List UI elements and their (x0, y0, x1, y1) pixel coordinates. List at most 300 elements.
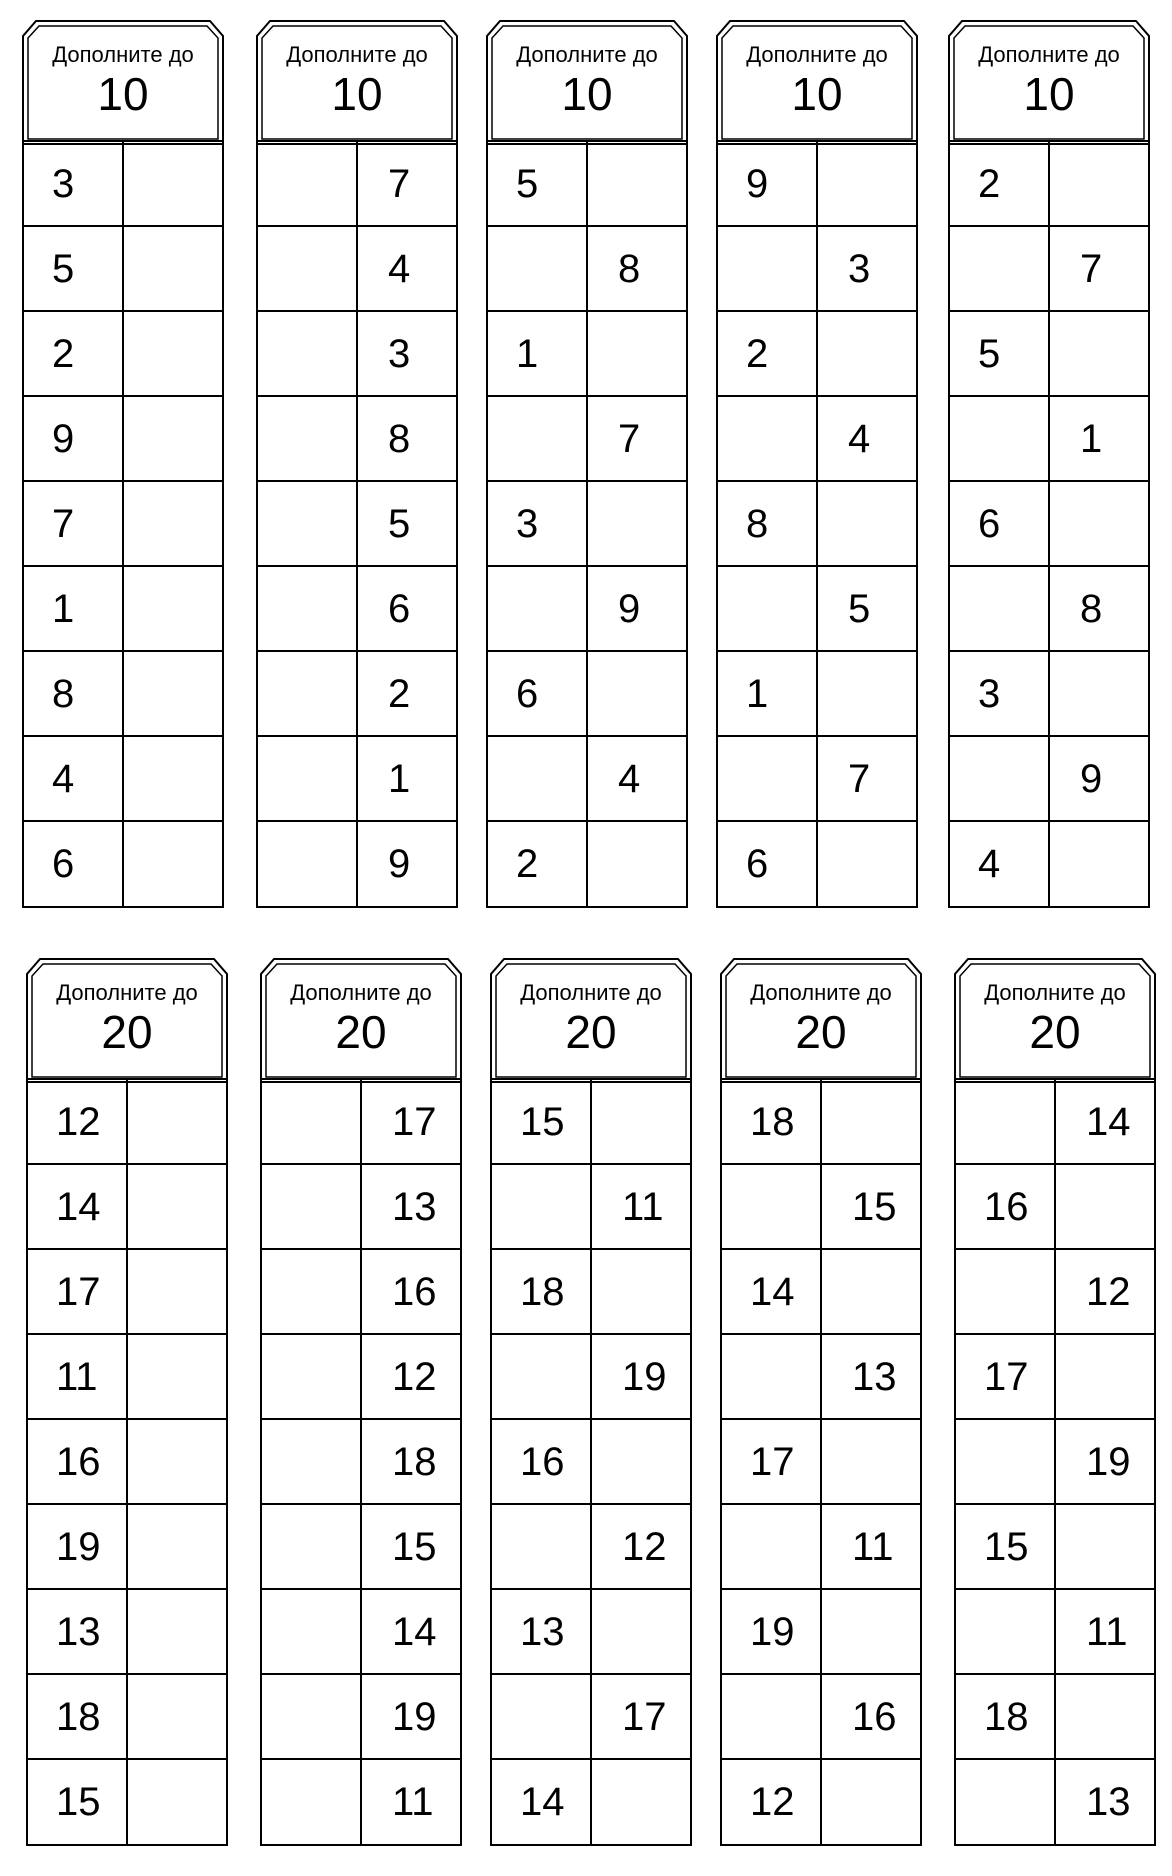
answer-cell[interactable] (262, 1250, 362, 1333)
grid-row (492, 1250, 690, 1335)
answer-cell[interactable] (488, 397, 588, 480)
card-target-number: 10 (1023, 68, 1075, 120)
answer-cell[interactable] (128, 1505, 226, 1588)
answer-cell[interactable] (124, 567, 222, 650)
given-number-cell (492, 1420, 592, 1503)
grid-row (950, 822, 1148, 906)
answer-cell[interactable] (722, 1335, 822, 1418)
given-number-cell (956, 1505, 1056, 1588)
cell-number: 2 (516, 842, 539, 886)
answer-cell[interactable] (492, 1675, 592, 1758)
cell-number: 15 (852, 1185, 897, 1229)
answer-cell[interactable] (818, 482, 916, 565)
given-number-cell (818, 227, 916, 310)
answer-cell[interactable] (818, 312, 916, 395)
answer-cell[interactable] (128, 1760, 226, 1844)
cell-number: 1 (516, 332, 539, 376)
grid-row (722, 1675, 920, 1760)
cell-number: 1 (1080, 417, 1103, 461)
answer-cell[interactable] (956, 1590, 1056, 1673)
given-number-cell (592, 1335, 690, 1418)
cell-number: 5 (516, 162, 539, 206)
cell-number: 12 (392, 1355, 437, 1399)
grid-row (262, 1505, 460, 1590)
answer-cell[interactable] (718, 737, 818, 820)
cell-number: 6 (746, 842, 769, 886)
given-number-cell (722, 1590, 822, 1673)
answer-cell[interactable] (492, 1165, 592, 1248)
grid-row (28, 1080, 226, 1165)
grid-row (492, 1505, 690, 1590)
grid-row (956, 1335, 1154, 1420)
grid-row (262, 1420, 460, 1505)
grid-row (488, 227, 686, 312)
answer-cell[interactable] (722, 1675, 822, 1758)
cell-number: 13 (1086, 1780, 1131, 1824)
answer-cell[interactable] (1056, 1505, 1154, 1588)
answer-cell[interactable] (818, 142, 916, 225)
card-target-number: 20 (565, 1006, 617, 1058)
given-number-cell (488, 142, 588, 225)
grid-row (956, 1505, 1154, 1590)
grid-row (718, 312, 916, 397)
card-title: Дополните до (290, 980, 432, 1005)
grid-row (24, 652, 222, 737)
answer-grid (954, 1078, 1156, 1846)
answer-cell[interactable] (822, 1590, 920, 1673)
grid-row (488, 652, 686, 737)
grid-row (950, 737, 1148, 822)
cell-number: 14 (392, 1610, 437, 1654)
cell-number: 4 (848, 417, 871, 461)
complement-card (716, 20, 918, 886)
given-number-cell (1050, 227, 1148, 310)
card-target-number: 20 (335, 1006, 387, 1058)
answer-cell[interactable] (258, 822, 358, 906)
answer-cell[interactable] (588, 652, 686, 735)
answer-cell[interactable] (258, 567, 358, 650)
answer-cell[interactable] (124, 397, 222, 480)
answer-cell[interactable] (592, 1590, 690, 1673)
answer-cell[interactable] (258, 397, 358, 480)
grid-row (262, 1335, 460, 1420)
answer-cell[interactable] (258, 482, 358, 565)
given-number-cell (718, 822, 818, 906)
given-number-cell (28, 1165, 128, 1248)
answer-cell[interactable] (128, 1675, 226, 1758)
card-header-tag (954, 958, 1156, 1084)
given-number-cell (718, 482, 818, 565)
complement-card (26, 958, 228, 1824)
grid-row (488, 822, 686, 906)
cell-number: 2 (52, 332, 75, 376)
given-number-cell (24, 567, 124, 650)
grid-row (722, 1165, 920, 1250)
answer-cell[interactable] (492, 1505, 592, 1588)
cell-number: 8 (618, 247, 641, 291)
answer-cell[interactable] (262, 1675, 362, 1758)
grid-row (262, 1080, 460, 1165)
answer-cell[interactable] (124, 482, 222, 565)
grid-row (28, 1760, 226, 1844)
grid-row (956, 1760, 1154, 1844)
grid-row (24, 482, 222, 567)
given-number-cell (950, 482, 1050, 565)
answer-cell[interactable] (822, 1250, 920, 1333)
answer-cell[interactable] (592, 1420, 690, 1503)
cell-number: 17 (984, 1355, 1029, 1399)
complement-card (948, 20, 1150, 886)
grid-row (24, 312, 222, 397)
card-header-tag (720, 958, 922, 1084)
answer-cell[interactable] (124, 822, 222, 906)
grid-row (262, 1590, 460, 1675)
given-number-cell (358, 737, 456, 820)
cell-number: 19 (750, 1610, 795, 1654)
cell-number: 6 (516, 672, 539, 716)
grid-row (258, 227, 456, 312)
cell-number: 13 (392, 1185, 437, 1229)
answer-cell[interactable] (950, 397, 1050, 480)
cell-number: 9 (618, 587, 641, 631)
grid-row (718, 142, 916, 227)
answer-cell[interactable] (124, 142, 222, 225)
answer-cell[interactable] (488, 227, 588, 310)
cell-number: 3 (848, 247, 871, 291)
grid-row (492, 1760, 690, 1844)
grid-row (722, 1760, 920, 1844)
answer-cell[interactable] (262, 1165, 362, 1248)
cell-number: 17 (392, 1100, 437, 1144)
given-number-cell (1050, 397, 1148, 480)
grid-row (258, 822, 456, 906)
answer-cell[interactable] (258, 652, 358, 735)
answer-cell[interactable] (822, 1080, 920, 1163)
answer-cell[interactable] (124, 227, 222, 310)
cell-number: 5 (52, 247, 75, 291)
answer-cell[interactable] (718, 227, 818, 310)
answer-cell[interactable] (124, 737, 222, 820)
answer-cell[interactable] (1050, 142, 1148, 225)
answer-cell[interactable] (1056, 1165, 1154, 1248)
answer-cell[interactable] (956, 1760, 1056, 1844)
answer-cell[interactable] (956, 1080, 1056, 1163)
answer-cell[interactable] (262, 1505, 362, 1588)
given-number-cell (818, 567, 916, 650)
given-number-cell (28, 1250, 128, 1333)
card-title: Дополните до (286, 42, 428, 67)
grid-row (258, 482, 456, 567)
given-number-cell (718, 312, 818, 395)
cell-number: 15 (984, 1525, 1029, 1569)
card-title: Дополните до (52, 42, 194, 67)
given-number-cell (722, 1760, 822, 1844)
answer-cell[interactable] (124, 312, 222, 395)
cell-number: 14 (56, 1185, 101, 1229)
grid-row (488, 482, 686, 567)
answer-cell[interactable] (718, 567, 818, 650)
given-number-cell (492, 1760, 592, 1844)
answer-cell[interactable] (1050, 482, 1148, 565)
answer-cell[interactable] (262, 1335, 362, 1418)
grid-row (950, 482, 1148, 567)
answer-cell[interactable] (592, 1760, 690, 1844)
card-target-number: 20 (101, 1006, 153, 1058)
cell-number: 16 (852, 1695, 897, 1739)
given-number-cell (1056, 1760, 1154, 1844)
grid-row (28, 1420, 226, 1505)
answer-cell[interactable] (1050, 652, 1148, 735)
answer-grid (716, 140, 918, 908)
answer-cell[interactable] (822, 1420, 920, 1503)
given-number-cell (1050, 737, 1148, 820)
cell-number: 1 (388, 757, 411, 801)
answer-cell[interactable] (262, 1080, 362, 1163)
given-number-cell (362, 1505, 460, 1588)
given-number-cell (362, 1420, 460, 1503)
given-number-cell (362, 1080, 460, 1163)
answer-cell[interactable] (128, 1080, 226, 1163)
answer-cell[interactable] (722, 1165, 822, 1248)
answer-cell[interactable] (258, 142, 358, 225)
answer-cell[interactable] (950, 737, 1050, 820)
cell-number: 12 (622, 1525, 667, 1569)
complement-card (490, 958, 692, 1824)
answer-grid (256, 140, 458, 908)
grid-row (950, 397, 1148, 482)
grid-row (28, 1590, 226, 1675)
answer-cell[interactable] (1056, 1675, 1154, 1758)
cell-number: 7 (848, 757, 871, 801)
cell-number: 11 (56, 1355, 98, 1399)
cell-number: 4 (52, 757, 75, 801)
given-number-cell (28, 1760, 128, 1844)
answer-grid (486, 140, 688, 908)
cell-number: 9 (388, 842, 411, 886)
answer-cell[interactable] (128, 1335, 226, 1418)
card-target-number: 20 (795, 1006, 847, 1058)
answer-cell[interactable] (950, 227, 1050, 310)
answer-cell[interactable] (128, 1165, 226, 1248)
cell-number: 16 (984, 1185, 1029, 1229)
cell-number: 19 (622, 1355, 667, 1399)
grid-row (28, 1165, 226, 1250)
given-number-cell (950, 822, 1050, 906)
cell-number: 18 (56, 1695, 101, 1739)
grid-row (950, 567, 1148, 652)
answer-cell[interactable] (592, 1250, 690, 1333)
grid-row (718, 482, 916, 567)
grid-row (492, 1165, 690, 1250)
given-number-cell (492, 1250, 592, 1333)
grid-row (258, 142, 456, 227)
cell-number: 2 (746, 332, 769, 376)
answer-cell[interactable] (956, 1250, 1056, 1333)
answer-cell[interactable] (818, 822, 916, 906)
cell-number: 18 (392, 1440, 437, 1484)
given-number-cell (492, 1080, 592, 1163)
grid-row (28, 1335, 226, 1420)
given-number-cell (358, 652, 456, 735)
grid-row (722, 1080, 920, 1165)
answer-cell[interactable] (128, 1250, 226, 1333)
card-header-tag (716, 20, 918, 146)
grid-row (24, 227, 222, 312)
cell-number: 5 (848, 587, 871, 631)
given-number-cell (488, 312, 588, 395)
cell-number: 3 (516, 502, 539, 546)
answer-cell[interactable] (588, 312, 686, 395)
given-number-cell (362, 1760, 460, 1844)
card-header-tag (260, 958, 462, 1084)
grid-row (488, 397, 686, 482)
answer-cell[interactable] (588, 822, 686, 906)
complement-card (256, 20, 458, 886)
cell-number: 3 (388, 332, 411, 376)
answer-cell[interactable] (262, 1590, 362, 1673)
given-number-cell (722, 1250, 822, 1333)
answer-cell[interactable] (1056, 1335, 1154, 1418)
card-title: Дополните до (56, 980, 198, 1005)
given-number-cell (956, 1335, 1056, 1418)
given-number-cell (28, 1590, 128, 1673)
grid-row (24, 737, 222, 822)
answer-cell[interactable] (956, 1420, 1056, 1503)
answer-cell[interactable] (262, 1760, 362, 1844)
given-number-cell (24, 822, 124, 906)
answer-cell[interactable] (258, 737, 358, 820)
answer-cell[interactable] (1050, 822, 1148, 906)
card-title: Дополните до (978, 42, 1120, 67)
given-number-cell (1056, 1420, 1154, 1503)
given-number-cell (722, 1080, 822, 1163)
grid-row (24, 567, 222, 652)
grid-row (24, 397, 222, 482)
given-number-cell (822, 1335, 920, 1418)
answer-cell[interactable] (258, 312, 358, 395)
cell-number: 8 (746, 502, 769, 546)
answer-cell[interactable] (822, 1760, 920, 1844)
given-number-cell (592, 1505, 690, 1588)
cell-number: 1 (746, 672, 769, 716)
given-number-cell (24, 227, 124, 310)
answer-cell[interactable] (128, 1590, 226, 1673)
answer-cell[interactable] (262, 1420, 362, 1503)
card-title: Дополните до (750, 980, 892, 1005)
grid-row (492, 1590, 690, 1675)
card-target-number: 10 (331, 68, 383, 120)
given-number-cell (822, 1675, 920, 1758)
given-number-cell (592, 1165, 690, 1248)
answer-cell[interactable] (492, 1335, 592, 1418)
given-number-cell (956, 1675, 1056, 1758)
given-number-cell (488, 822, 588, 906)
grid-row (488, 737, 686, 822)
cell-number: 11 (1086, 1610, 1128, 1654)
cell-number: 5 (388, 502, 411, 546)
given-number-cell (950, 652, 1050, 735)
cell-number: 13 (852, 1355, 897, 1399)
cell-number: 14 (1086, 1100, 1131, 1144)
given-number-cell (492, 1590, 592, 1673)
given-number-cell (1056, 1080, 1154, 1163)
grid-row (258, 312, 456, 397)
answer-cell[interactable] (1050, 312, 1148, 395)
given-number-cell (588, 737, 686, 820)
grid-row (956, 1250, 1154, 1335)
grid-row (492, 1675, 690, 1760)
card-header-tag (26, 958, 228, 1084)
given-number-cell (358, 227, 456, 310)
given-number-cell (950, 312, 1050, 395)
answer-cell[interactable] (592, 1080, 690, 1163)
grid-row (488, 142, 686, 227)
cell-number: 17 (750, 1440, 795, 1484)
answer-cell[interactable] (488, 567, 588, 650)
answer-cell[interactable] (124, 652, 222, 735)
grid-row (950, 227, 1148, 312)
cell-number: 6 (388, 587, 411, 631)
answer-cell[interactable] (818, 652, 916, 735)
answer-cell[interactable] (718, 397, 818, 480)
given-number-cell (588, 227, 686, 310)
answer-grid (720, 1078, 922, 1846)
cell-number: 7 (52, 502, 75, 546)
cell-number: 16 (56, 1440, 101, 1484)
answer-cell[interactable] (128, 1420, 226, 1503)
grid-row (258, 652, 456, 737)
answer-cell[interactable] (588, 482, 686, 565)
cell-number: 16 (520, 1440, 565, 1484)
given-number-cell (822, 1165, 920, 1248)
given-number-cell (362, 1590, 460, 1673)
cell-number: 7 (618, 417, 641, 461)
answer-grid (22, 140, 224, 908)
grid-row (258, 737, 456, 822)
cell-number: 17 (622, 1695, 667, 1739)
given-number-cell (718, 142, 818, 225)
complement-card (486, 20, 688, 886)
grid-row (956, 1675, 1154, 1760)
cell-number: 15 (392, 1525, 437, 1569)
given-number-cell (362, 1675, 460, 1758)
grid-row (722, 1590, 920, 1675)
cell-number: 8 (1080, 587, 1103, 631)
grid-row (28, 1505, 226, 1590)
grid-row (722, 1420, 920, 1505)
grid-row (492, 1080, 690, 1165)
grid-row (24, 822, 222, 906)
cell-number: 4 (978, 842, 1001, 886)
cell-number: 4 (618, 757, 641, 801)
cell-number: 18 (750, 1100, 795, 1144)
answer-cell[interactable] (722, 1505, 822, 1588)
card-target-number: 10 (97, 68, 149, 120)
given-number-cell (28, 1505, 128, 1588)
answer-cell[interactable] (488, 737, 588, 820)
answer-cell[interactable] (588, 142, 686, 225)
complement-card (954, 958, 1156, 1824)
given-number-cell (488, 482, 588, 565)
cell-number: 9 (1080, 757, 1103, 801)
cell-number: 13 (56, 1610, 101, 1654)
grid-row (722, 1250, 920, 1335)
given-number-cell (818, 397, 916, 480)
answer-cell[interactable] (950, 567, 1050, 650)
answer-cell[interactable] (258, 227, 358, 310)
grid-row (262, 1675, 460, 1760)
card-title: Дополните до (984, 980, 1126, 1005)
